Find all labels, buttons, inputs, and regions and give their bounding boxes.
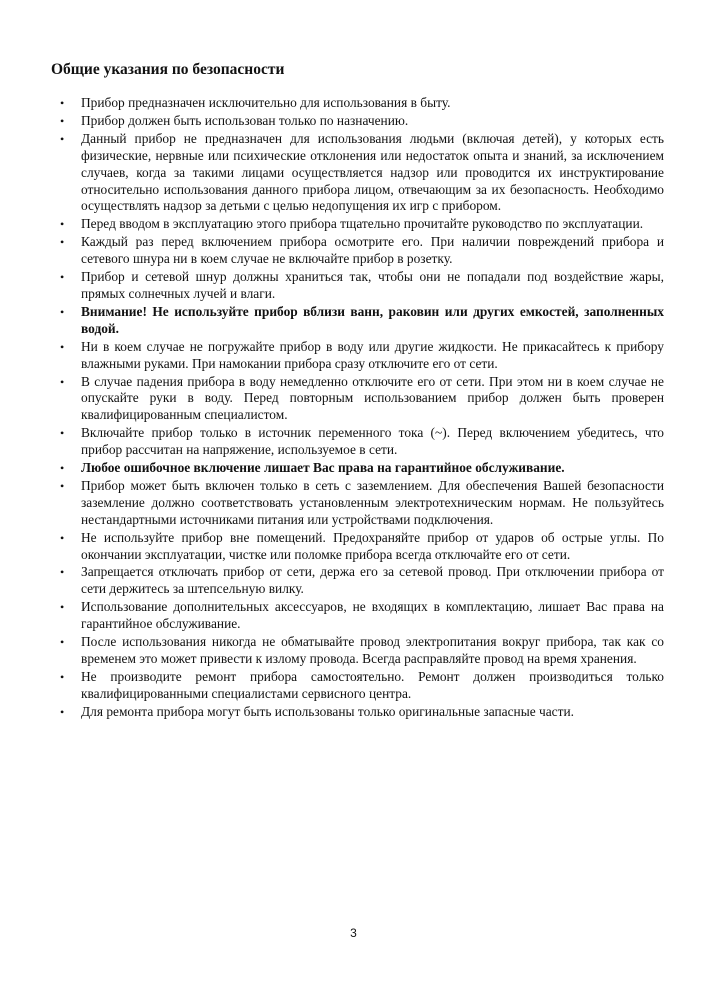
list-item [57,634,664,668]
safety-instructions-list [57,95,664,722]
list-item [57,669,664,703]
bullet-icon: • [60,113,65,128]
list-item-text: Включайте прибор только в источник переменного тока (~). Перед включением убедитесь, что прибор рассчитан на напряжение, используемое в сети. [81,425,664,458]
bullet-icon: • [60,96,65,110]
list-item-text: Запрещается отключать прибор от сети, держа его за сетевой провод. При отключении прибора от сети держитесь за штепсельную вилку. [81,564,664,597]
list-item-text: Прибор может быть включен только в сеть с заземлением. Для обеспечения Вашей безопасности заземление должно соответствовать установленным электротехническим нормам. Не пользуйтесь нестандартными источниками питания или устройствами подключения. [81,477,664,527]
bullet-icon: • [60,704,65,719]
bullet-icon: • [60,235,65,250]
bullet-icon: • [60,669,65,684]
list-item-text: Данный прибор не предназначен для использования людьми (включая детей), у которых есть физические, нервные или психические отклонения или недостаток опыта и знаний, за исключением случаев, когда за такими лицами осуществляется надзор или проводится их инструктирование относительно использования данного прибора лицом, отвечающим за их безопасность. Необходимо осуществлять надзор за детьми с целью недопущения их игр с прибором. [81,130,664,214]
bullet-icon: • [60,426,65,441]
bullet-icon: • [60,565,65,580]
list-item-text: Не используйте прибор вне помещений. Предохраняйте прибор от ударов об острые углы. По окончании эксплуатации, чистке или поломке прибора всегда отключайте его от сети. [81,529,664,562]
list-item-text: Прибор предназначен исключительно для использования в быту. [81,95,451,110]
list-item-text: Использование дополнительных аксессуаров, не входящих в комплектацию, лишает Вас права на гарантийное обслуживание. [81,599,664,632]
list-item [57,216,664,233]
bullet-icon: • [60,374,65,389]
bullet-icon: • [60,131,65,146]
list-item-text: Для ремонта прибора могут быть использованы только оригинальные запасные части. [81,703,574,719]
bullet-icon: • [60,635,65,650]
list-item-text: В случае падения прибора в воду немедленно отключите его от сети. При этом ни в коем случае не опускайте руки в воду. Перед повторным использованием прибор должен быть проверен квалифицированным специалистом. [81,373,664,423]
list-item-text: Каждый раз перед включением прибора осмотрите его. При наличии повреждений прибора и сетевого шнура ни в коем случае не включайте прибор в розетку. [81,234,664,267]
list-item-text: После использования никогда не обматывайте провод электропитания вокруг прибора, так как со временем это может привести к излому провода. Всегда расправляйте провод на время хранения. [81,634,664,666]
page-number: 3 [350,926,357,940]
bullet-icon: • [60,270,65,285]
bullet-icon: • [60,339,65,354]
list-item [57,599,664,633]
list-item [57,339,664,373]
list-item-text: Прибор должен быть использован только по назначению. [81,112,409,128]
list-item-text: Внимание! Не используйте прибор вблизи ванн, раковин или других емкостей, заполненных водой. [81,303,664,336]
list-item [57,704,664,721]
list-item [57,478,664,529]
bullet-icon: • [60,478,65,493]
bullet-icon: • [60,217,65,232]
list-item [57,234,664,268]
list-item-text: Перед вводом в эксплуатацию этого прибора тщательно прочитайте руководство по эксплуатации. [81,216,644,232]
list-item [57,530,664,564]
list-item [57,425,664,459]
list-item-text: Любое ошибочное включение лишает Вас права на гарантийное обслуживание. [81,460,565,476]
list-item [57,95,664,112]
bullet-icon: • [60,461,65,476]
list-item-text: Не производите ремонт прибора самостоятельно. Ремонт должен производиться только квалифицированными специалистами сервисного центра. [81,668,664,701]
list-item [57,374,664,425]
list-item-text: Ни в коем случае не погружайте прибор в воду или другие жидкости. Не прикасайтесь к прибору влажными руками. При намокании прибора сразу отключите его от сети. [81,338,664,371]
list-item [57,564,664,598]
warning-list-item [57,460,664,477]
page-title: Общие указания по безопасности [51,61,285,78]
list-item-text: Прибор и сетевой шнур должны храниться так, чтобы они не попадали под воздействие жары, прямых солнечных лучей и влаги. [81,269,664,301]
list-item [57,131,664,216]
warning-list-item [57,304,664,338]
bullet-icon: • [60,304,65,319]
bullet-icon: • [60,600,65,615]
list-item [57,269,664,303]
list-item [57,113,664,130]
bullet-icon: • [60,530,65,545]
